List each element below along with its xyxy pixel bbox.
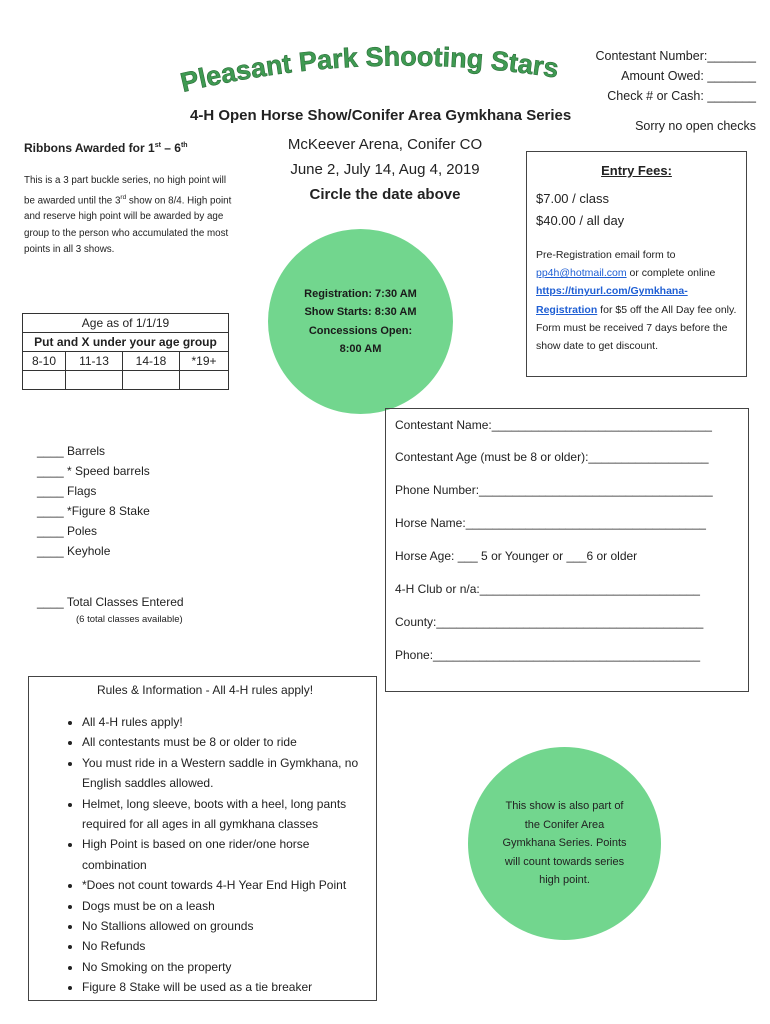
horse-name-field[interactable]: Horse Name:____________________________________ — [395, 516, 706, 530]
total-classes-note: (6 total classes available) — [76, 614, 183, 625]
series-note: This show is also part of the Conifer Area Gymkhana Series. Points will count towards series high point. — [502, 800, 627, 887]
rule-item: • You must ride in a Western saddle in Gymkhana, no English saddles allowed. — [82, 753, 376, 794]
rule-item: • No Refunds — [82, 936, 376, 956]
rule-item: • Figure 8 Stake will be used as a tie breaker — [82, 977, 376, 997]
age-group-mark-cell[interactable] — [123, 371, 180, 390]
event-dates[interactable]: June 2, July 14, Aug 4, 2019 — [290, 161, 480, 178]
check-or-cash-field[interactable]: Check # or Cash: _______ — [607, 89, 756, 103]
entry-fees-heading: Entry Fees: — [601, 163, 672, 178]
concessions-time: 8:00 AM — [339, 343, 382, 355]
age-table-title: Age as of 1/1/19 — [23, 314, 229, 333]
contestant-form — [385, 408, 749, 692]
rule-item: • No Stallions allowed on grounds — [82, 916, 376, 936]
entry-fees-box — [526, 151, 747, 377]
rule-item: • No Smoking on the property — [82, 957, 376, 977]
rule-item: • Dogs must be on a leash — [82, 896, 376, 916]
club-field[interactable]: 4-H Club or n/a:_________________________________ — [395, 582, 700, 596]
rule-item: • Helmet, long sleeve, boots with a heel, long pants required for all ages in all gymkhana classes — [82, 794, 376, 835]
class-item-keyhole[interactable]: ____ Keyhole — [37, 544, 111, 558]
rules-list — [29, 712, 376, 998]
class-list — [37, 441, 150, 561]
rule-item: • All contestants must be 8 or older to ride — [82, 732, 376, 752]
phone-field[interactable]: Phone:________________________________________ — [395, 648, 700, 662]
amount-owed-field[interactable]: Amount Owed: _______ — [621, 69, 756, 83]
rules-box — [28, 676, 377, 1001]
fee-all-day: $40.00 / all day — [536, 213, 625, 228]
age-group-header: 8-10 — [23, 352, 66, 371]
ribbons-heading: Ribbons Awarded for 1st – 6th — [24, 141, 188, 155]
class-item-barrels[interactable]: ____ Barrels — [37, 444, 106, 458]
county-field[interactable]: County:________________________________________ — [395, 615, 704, 629]
rule-item: • *Does not count towards 4-H Year End High Point — [82, 875, 376, 895]
age-group-header: 14-18 — [123, 352, 180, 371]
age-group-header: *19+ — [180, 352, 229, 371]
svg-text:Pleasant Park Shooting Stars: Pleasant Park Shooting Stars — [177, 41, 561, 98]
registration-url-link[interactable]: https://tinyurl.com/Gymkhana-Registration — [536, 285, 688, 316]
age-group-table — [22, 313, 229, 390]
class-item-poles[interactable]: ____ Poles — [37, 524, 98, 538]
venue-block — [270, 132, 500, 207]
age-group-mark-cell[interactable] — [180, 371, 229, 390]
page-title — [175, 40, 575, 100]
rule-item: • All 4-H rules apply! — [82, 712, 376, 732]
fee-per-class: $7.00 / class — [536, 191, 609, 206]
series-note-circle — [468, 747, 661, 940]
contestant-age-field[interactable]: Contestant Age (must be 8 or older):__________________ — [395, 450, 709, 464]
office-use-block — [595, 46, 756, 106]
show-start-time: Show Starts: 8:30 AM — [304, 306, 417, 318]
schedule-circle — [268, 229, 453, 414]
rules-heading: Rules & Information - All 4-H rules apply! — [96, 683, 314, 697]
event-subtitle: 4-H Open Horse Show/Conifer Area Gymkhana Series — [190, 107, 572, 124]
concessions-label: Concessions Open: — [308, 324, 413, 337]
horse-age-field[interactable]: Horse Age: ___ 5 or Younger or ___6 or older — [395, 549, 638, 563]
class-item-flags[interactable]: ____ Flags — [37, 484, 97, 498]
preregistration-info: Pre-Registration email form to pp4h@hotmail.com or complete online https://tinyurl.com/Gymkhana-Registration for $5 off the All Day fee only. Form must be received 7 days before the show date to get discount. — [536, 249, 737, 353]
age-group-header: 11-13 — [66, 352, 123, 371]
contestant-name-field[interactable]: Contestant Name:_________________________________ — [395, 418, 712, 432]
registration-time: Registration: 7:30 AM — [304, 287, 417, 300]
circle-date-instruction: Circle the date above — [309, 186, 461, 203]
total-classes-field[interactable]: ____ Total Classes Entered — [37, 595, 184, 609]
contestant-number-field[interactable]: Contestant Number:_______ — [595, 49, 756, 63]
phone-number-field[interactable]: Phone Number:___________________________________ — [395, 483, 713, 497]
no-checks-note: Sorry no open checks — [635, 119, 756, 133]
age-table-instruction: Put and X under your age group — [23, 333, 229, 352]
email-link[interactable]: pp4h@hotmail.com — [536, 267, 627, 280]
venue-name: McKeever Arena, Conifer CO — [287, 136, 483, 153]
age-group-mark-cell[interactable] — [23, 371, 66, 390]
class-item-figure-8-stake[interactable]: ____ *Figure 8 Stake — [37, 504, 150, 518]
class-item-speed-barrels[interactable]: ____ * Speed barrels — [37, 464, 150, 478]
age-group-mark-cell[interactable] — [66, 371, 123, 390]
ribbons-note: This is a 3 part buckle series, no high point will be awarded until the 3rd show on 8/4. High point and reserve high point will be awarded by age group to the person who accumulated the most points in all 3 shows. — [24, 175, 232, 256]
rule-item: • High Point is based on one rider/one horse combination — [82, 834, 376, 875]
